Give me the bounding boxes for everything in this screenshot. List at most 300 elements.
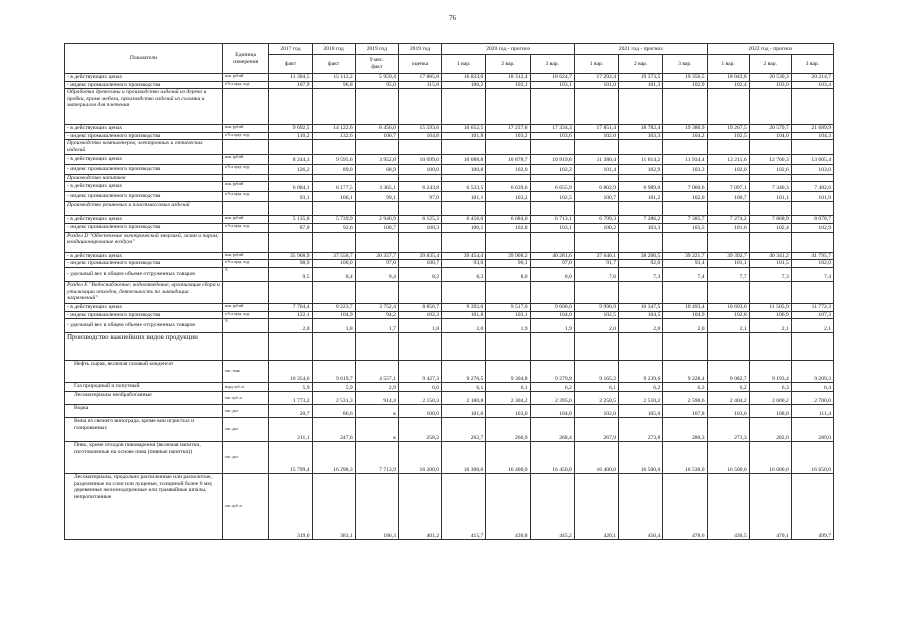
unit-cell: тыс. дкл xyxy=(223,418,269,442)
table-row xyxy=(65,81,834,89)
value-cell: 6 802,9 xyxy=(574,182,618,192)
value-cell: 104,9 xyxy=(312,311,355,319)
value-cell: 93,4 xyxy=(663,260,707,268)
empty-cell xyxy=(619,232,663,252)
value-cell: 19 373,5 xyxy=(619,74,663,82)
table-row xyxy=(65,392,834,405)
value-cell: 8 223,7 xyxy=(312,303,355,311)
empty-cell xyxy=(269,232,312,252)
value-cell: 16 500,0 xyxy=(619,442,663,474)
value-cell: 282,0 xyxy=(749,418,791,442)
value-cell: 107,9 xyxy=(269,81,312,89)
value-cell: 2,1 xyxy=(707,319,749,333)
value-cell: 102,1 xyxy=(486,81,530,89)
row-label: - индекс промышленного производства xyxy=(65,81,223,89)
section-label: Раздел E "Водоснабжение; водоотведение, организация сбора и утилизации отходов, деятельность по ликвидации загрязнений" xyxy=(65,281,223,303)
empty-cell xyxy=(530,140,574,154)
unit-cell: тыс. дкл xyxy=(223,405,269,418)
value-cell: 103,6 xyxy=(530,132,574,140)
empty-cell xyxy=(619,281,663,303)
value-cell: 19 267,5 xyxy=(707,125,749,133)
value-cell: 5,9 xyxy=(312,383,355,392)
value-cell: 103,1 xyxy=(530,81,574,89)
value-cell: 9 600,0 xyxy=(530,303,574,311)
section-label: Производство важнейших видов продукции xyxy=(65,333,223,361)
empty-cell xyxy=(749,232,791,252)
value-cell: 9 165,2 xyxy=(574,361,618,383)
value-cell: 89,0 xyxy=(312,164,355,174)
indicator-header: Показатели xyxy=(65,44,223,74)
empty-cell xyxy=(486,281,530,303)
value-cell: 9 209,3 xyxy=(791,361,833,383)
value-cell: 247,6 xyxy=(312,418,355,442)
value-cell: 17 292,4 xyxy=(574,74,618,82)
value-cell: 10 347,5 xyxy=(619,303,663,311)
value-cell: 6,2 xyxy=(530,383,574,392)
subheader-cell: факт xyxy=(312,55,355,74)
value-cell: 110,2 xyxy=(269,132,312,140)
value-cell: 101,8 xyxy=(442,311,486,319)
value-cell: 2,0 xyxy=(663,319,707,333)
table-row xyxy=(65,74,834,82)
value-cell: 7 060,6 xyxy=(663,182,707,192)
value-cell: 5 959,4 xyxy=(355,74,398,82)
empty-cell xyxy=(398,232,441,252)
empty-cell xyxy=(619,333,663,361)
value-cell: 100,0 xyxy=(398,164,441,174)
subheader-cell: 9 мес. факт xyxy=(355,55,398,74)
value-cell: 2,9 xyxy=(355,383,398,392)
value-cell: 450,4 xyxy=(619,474,663,540)
value-cell: 9 276,5 xyxy=(442,361,486,383)
empty-cell xyxy=(574,202,618,216)
value-cell: 37 558,7 xyxy=(312,252,355,260)
subheader-cell: 3 вар. xyxy=(663,55,707,74)
value-cell: 104,0 xyxy=(749,132,791,140)
value-cell: 430,8 xyxy=(486,474,530,540)
value-cell: 6 799,3 xyxy=(574,216,618,224)
row-label: - удельный вес в общем объеме отгруженных товаров xyxy=(65,267,223,281)
value-cell: 40 341,2 xyxy=(749,252,791,260)
subheader-cell: 3 вар. xyxy=(791,55,833,74)
value-cell: 101,0 xyxy=(574,81,618,89)
value-cell: 95,0 xyxy=(355,81,398,89)
value-cell: 101,3 xyxy=(619,81,663,89)
value-cell: 280,3 xyxy=(663,418,707,442)
value-cell: 101,6 xyxy=(707,223,749,232)
empty-cell xyxy=(663,333,707,361)
value-cell: к xyxy=(355,405,398,418)
section-row xyxy=(65,89,834,125)
value-cell: 6,4 xyxy=(791,383,833,392)
value-cell: 5,9 xyxy=(269,383,312,392)
value-cell: 4 557,1 xyxy=(355,361,398,383)
value-cell: 7 286,2 xyxy=(619,216,663,224)
value-cell: 7,4 xyxy=(663,267,707,281)
value-cell: 102,9 xyxy=(619,164,663,174)
empty-cell xyxy=(749,202,791,216)
empty-cell xyxy=(398,140,441,154)
value-cell: 39 392,7 xyxy=(707,252,749,260)
empty-cell xyxy=(707,232,749,252)
value-cell: 16 650,0 xyxy=(791,442,833,474)
section-row xyxy=(65,174,834,182)
value-cell: 16 600,0 xyxy=(749,442,791,474)
empty-cell xyxy=(749,281,791,303)
value-cell: 17 851,4 xyxy=(574,125,618,133)
empty-cell xyxy=(442,202,486,216)
value-cell: 10 688,8 xyxy=(442,154,486,164)
value-cell: 3 952,8 xyxy=(355,154,398,164)
empty-cell xyxy=(442,89,486,125)
empty-cell xyxy=(223,202,269,216)
value-cell: 9,5 xyxy=(269,267,312,281)
empty-cell xyxy=(355,89,398,125)
value-cell: 11 505,9 xyxy=(749,303,791,311)
value-cell: 1,7 xyxy=(355,319,398,333)
value-cell: 2 150,3 xyxy=(398,392,441,405)
empty-cell xyxy=(530,174,574,182)
table-row xyxy=(65,474,834,540)
value-cell: 478,6 xyxy=(663,474,707,540)
value-cell: 273,3 xyxy=(707,418,749,442)
value-cell: 91,7 xyxy=(574,260,618,268)
value-cell: 9 228,4 xyxy=(663,361,707,383)
unit-cell: тыс. тонн xyxy=(223,361,269,383)
value-cell: 122,1 xyxy=(269,311,312,319)
empty-cell xyxy=(791,174,833,182)
value-cell: 914,4 xyxy=(355,392,398,405)
value-cell: 6 456,0 xyxy=(442,216,486,224)
value-cell: 100,7 xyxy=(707,192,749,202)
value-cell: 12 211,6 xyxy=(707,154,749,164)
year-header: 2021 год - прогноз xyxy=(574,44,707,55)
empty-cell xyxy=(355,333,398,361)
page-number: 76 xyxy=(449,14,456,22)
value-cell: 9 082,7 xyxy=(707,361,749,383)
table-row xyxy=(65,252,834,260)
section-label: Производство напитков xyxy=(65,174,223,182)
value-cell: 273,8 xyxy=(619,418,663,442)
value-cell: 38 200,5 xyxy=(619,252,663,260)
value-cell: 420,1 xyxy=(574,474,618,540)
value-cell: 101,4 xyxy=(574,164,618,174)
value-cell: 10 693,0 xyxy=(707,303,749,311)
value-cell: 106,7 xyxy=(355,132,398,140)
value-cell: 97,0 xyxy=(398,192,441,202)
unit-cell: в % к пред. году xyxy=(223,223,269,232)
value-cell: 9 692,5 xyxy=(269,125,312,133)
empty-cell xyxy=(791,140,833,154)
value-cell: 101,1 xyxy=(707,260,749,268)
table-row xyxy=(65,311,834,319)
subheader-cell: 1 вар. xyxy=(707,55,749,74)
empty-cell xyxy=(707,174,749,182)
empty-cell xyxy=(619,89,663,125)
value-cell: 102,9 xyxy=(791,223,833,232)
table-row xyxy=(65,182,834,192)
value-cell: 6 177,5 xyxy=(312,182,355,192)
value-cell: 186,3 xyxy=(355,474,398,540)
year-header: 2019 год xyxy=(398,44,441,55)
value-cell: 7,7 xyxy=(707,267,749,281)
empty-cell xyxy=(312,281,355,303)
table-row xyxy=(65,319,834,333)
subheader-cell: 3 вар. xyxy=(530,55,574,74)
unit-cell: млн. рублей xyxy=(223,154,269,164)
value-cell: 97,0 xyxy=(355,260,398,268)
table-row xyxy=(65,216,834,224)
value-cell: 11 304,5 xyxy=(269,74,312,82)
value-cell: 18 624,7 xyxy=(530,74,574,82)
value-cell: 499,7 xyxy=(791,474,833,540)
empty-cell xyxy=(442,333,486,361)
value-cell: 8 244,3 xyxy=(269,154,312,164)
forecast-table xyxy=(64,43,834,540)
value-cell: 101,0 xyxy=(442,405,486,418)
value-cell: 7 868,9 xyxy=(749,216,791,224)
value-cell: 1,9 xyxy=(530,319,574,333)
value-cell: 16 200,0 xyxy=(398,442,441,474)
value-cell: 103,5 xyxy=(663,223,707,232)
value-cell: 102,8 xyxy=(486,223,530,232)
value-cell: 20 214,7 xyxy=(791,74,833,82)
value-cell: 8 456,0 xyxy=(355,125,398,133)
value-cell: 7,3 xyxy=(619,267,663,281)
value-cell: 102,0 xyxy=(707,164,749,174)
empty-cell xyxy=(749,89,791,125)
value-cell: 8,3 xyxy=(442,267,486,281)
value-cell: 41 795,7 xyxy=(791,252,833,260)
value-cell: 5 739,9 xyxy=(312,216,355,224)
value-cell: 19 380,9 xyxy=(663,125,707,133)
row-label: - в действующих ценах xyxy=(65,125,223,133)
value-cell: 102,2 xyxy=(530,164,574,174)
value-cell: 102,5 xyxy=(574,311,618,319)
value-cell: 7,4 xyxy=(791,267,833,281)
value-cell: 17 885,8 xyxy=(398,74,441,82)
empty-cell xyxy=(223,232,269,252)
empty-cell xyxy=(707,333,749,361)
row-label: Нефть сырая, включая газовый конденсат xyxy=(65,361,223,383)
value-cell: 102,5 xyxy=(707,132,749,140)
value-cell: 103,3 xyxy=(619,223,663,232)
value-cell: 100,1 xyxy=(442,223,486,232)
value-cell: 5 135,8 xyxy=(269,216,312,224)
empty-cell xyxy=(574,232,618,252)
table-row xyxy=(65,418,834,442)
empty-cell xyxy=(663,232,707,252)
empty-cell xyxy=(223,140,269,154)
value-cell: 7 764,4 xyxy=(269,303,312,311)
table-row xyxy=(65,405,834,418)
value-cell: 2 531,3 xyxy=(312,392,355,405)
empty-cell xyxy=(312,232,355,252)
value-cell: 267,9 xyxy=(574,418,618,442)
value-cell: 9 996,9 xyxy=(574,303,618,311)
empty-cell xyxy=(530,202,574,216)
subheader-cell: 2 вар. xyxy=(486,55,530,74)
value-cell: 7 097,1 xyxy=(707,182,749,192)
empty-cell xyxy=(707,89,749,125)
value-cell: 470,1 xyxy=(749,474,791,540)
value-cell: 111,4 xyxy=(791,405,833,418)
value-cell: 126,2 xyxy=(269,164,312,174)
row-label: - в действующих ценах xyxy=(65,154,223,164)
value-cell: 6,0 xyxy=(398,383,441,392)
value-cell: 8,0 xyxy=(486,267,530,281)
empty-cell xyxy=(442,281,486,303)
unit-cell: млн. рублей xyxy=(223,216,269,224)
empty-cell xyxy=(223,174,269,182)
value-cell: 103,3 xyxy=(663,164,707,174)
value-cell: 16 530,0 xyxy=(663,442,707,474)
value-cell: 103,0 xyxy=(749,81,791,89)
value-cell: 2,1 xyxy=(791,319,833,333)
value-cell: 1 773,2 xyxy=(269,392,312,405)
value-cell: 2,0 xyxy=(269,319,312,333)
value-cell: 100,2 xyxy=(574,223,618,232)
value-cell: 13 005,4 xyxy=(791,154,833,164)
value-cell: 104,5 xyxy=(619,311,663,319)
value-cell: 101,1 xyxy=(442,192,486,202)
empty-cell xyxy=(486,232,530,252)
empty-cell xyxy=(663,202,707,216)
value-cell: 15 799,4 xyxy=(269,442,312,474)
value-cell: 16 300,0 xyxy=(442,442,486,474)
value-cell: 2 590,6 xyxy=(663,392,707,405)
value-cell: 10 878,7 xyxy=(486,154,530,164)
value-cell: 104,0 xyxy=(530,405,574,418)
value-cell: 2,0 xyxy=(574,319,618,333)
value-cell: 16 298,3 xyxy=(312,442,355,474)
value-cell: 37 640,1 xyxy=(574,252,618,260)
value-cell: 9 239,6 xyxy=(619,361,663,383)
unit-cell: млн. рублей xyxy=(223,125,269,133)
row-label: - индекс промышленного производства xyxy=(65,260,223,268)
value-cell: 6,2 xyxy=(707,383,749,392)
section-label: Раздел D "Обеспечение электрической энергией, газом и паром; кондиционирование воздуха" xyxy=(65,232,223,252)
value-cell: 18 312,4 xyxy=(486,74,530,82)
value-cell: 8,2 xyxy=(398,267,441,281)
section-row xyxy=(65,140,834,154)
empty-cell xyxy=(619,202,663,216)
value-cell: 211,1 xyxy=(269,418,312,442)
unit-cell: в % к пред. году xyxy=(223,132,269,140)
value-cell: 103,0 xyxy=(791,164,833,174)
value-cell: 2 700,0 xyxy=(791,392,833,405)
value-cell: 2,0 xyxy=(619,319,663,333)
empty-cell xyxy=(749,174,791,182)
value-cell: 103,2 xyxy=(486,192,530,202)
row-label: - в действующих ценах xyxy=(65,182,223,192)
value-cell: 100,0 xyxy=(398,405,441,418)
value-cell: 102,0 xyxy=(574,405,618,418)
table-row xyxy=(65,361,834,383)
unit-cell: в % к пред. году xyxy=(223,164,269,174)
value-cell: 6 713,1 xyxy=(530,216,574,224)
section-row xyxy=(65,333,834,361)
value-cell: 15 593,6 xyxy=(398,125,441,133)
value-cell: 93,1 xyxy=(269,192,312,202)
empty-cell xyxy=(574,140,618,154)
year-header: 2020 год - прогноз xyxy=(442,44,575,55)
empty-cell xyxy=(269,89,312,125)
empty-cell xyxy=(442,140,486,154)
value-cell: 86,6 xyxy=(312,405,355,418)
value-cell: 105,0 xyxy=(619,405,663,418)
value-cell: 10 099,0 xyxy=(398,154,441,164)
value-cell: 9 279,8 xyxy=(530,361,574,383)
value-cell: 6 639,6 xyxy=(486,182,530,192)
empty-cell xyxy=(749,333,791,361)
value-cell: 104,8 xyxy=(398,132,441,140)
unit-cell: в % к пред. году xyxy=(223,81,269,89)
row-label: - индекс промышленного производства xyxy=(65,164,223,174)
value-cell: 102,4 xyxy=(707,81,749,89)
empty-cell xyxy=(355,140,398,154)
value-cell: 104,0 xyxy=(530,311,574,319)
unit-cell: млн. рублей xyxy=(223,303,269,311)
value-cell: 102,0 xyxy=(486,164,530,174)
value-cell: 101,1 xyxy=(749,192,791,202)
empty-cell xyxy=(574,89,618,125)
empty-cell xyxy=(707,281,749,303)
subheader-cell: 1 вар. xyxy=(442,55,486,74)
value-cell: 102,5 xyxy=(530,192,574,202)
value-cell: 97,0 xyxy=(530,260,574,268)
value-cell: 35 968,9 xyxy=(269,252,312,260)
value-cell: 18 043,8 xyxy=(707,74,749,82)
empty-cell xyxy=(398,333,441,361)
row-label: - в действующих ценах xyxy=(65,303,223,311)
year-header: 2018 год xyxy=(312,44,355,55)
value-cell: 100,7 xyxy=(398,260,441,268)
subheader-cell: 2 вар. xyxy=(749,55,791,74)
value-cell: 17 237,8 xyxy=(486,125,530,133)
value-cell: 9 392,0 xyxy=(442,303,486,311)
value-cell: 319,0 xyxy=(269,474,312,540)
year-header: 2022 год - прогноз xyxy=(707,44,833,55)
value-cell: 2 404,2 xyxy=(707,392,749,405)
value-cell: 6 084,1 xyxy=(269,182,312,192)
year-header: 2019 год xyxy=(355,44,398,55)
value-cell: 9 427,3 xyxy=(398,361,441,383)
row-label: - индекс промышленного производства xyxy=(65,223,223,232)
value-cell: 11 772,3 xyxy=(791,303,833,311)
empty-cell xyxy=(312,333,355,361)
table-row xyxy=(65,164,834,174)
value-cell: 17 334,3 xyxy=(530,125,574,133)
table-row xyxy=(65,192,834,202)
value-cell: 6 989,0 xyxy=(619,182,663,192)
value-cell: 9 595,6 xyxy=(312,154,355,164)
section-row xyxy=(65,202,834,216)
value-cell: 2 510,2 xyxy=(619,392,663,405)
empty-cell xyxy=(749,140,791,154)
value-cell: 6 125,3 xyxy=(398,216,441,224)
value-cell: 103,4 xyxy=(791,81,833,89)
row-label: Пиво, кроме отходов пивоварения (включая напитки, изготовленные на основе пива (пивные напитки)) xyxy=(65,442,223,474)
value-cell: 94,2 xyxy=(355,311,398,319)
value-cell: 10 354,6 xyxy=(269,361,312,383)
empty-cell xyxy=(530,232,574,252)
subheader-cell: 1 вар. xyxy=(574,55,618,74)
empty-cell xyxy=(355,202,398,216)
value-cell: 100,7 xyxy=(355,223,398,232)
value-cell: 3 752,4 xyxy=(355,303,398,311)
empty-cell xyxy=(791,202,833,216)
